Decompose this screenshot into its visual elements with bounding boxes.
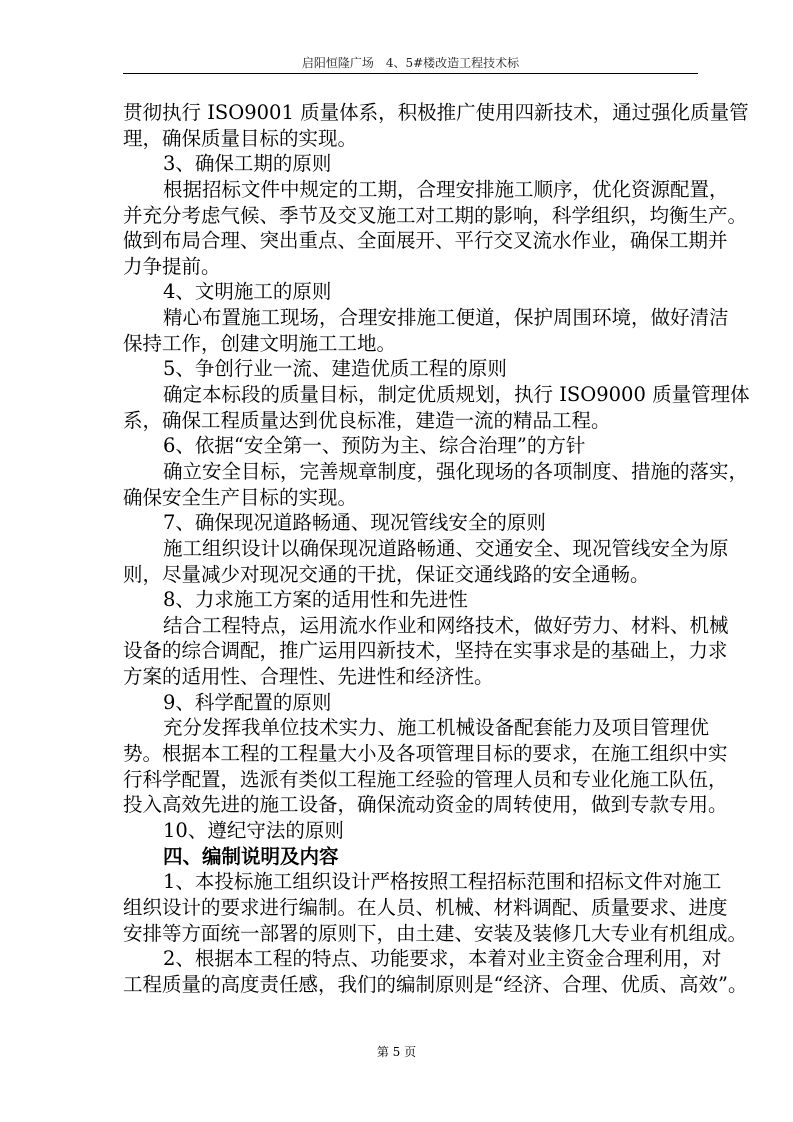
text-line: 1、本投标施工组织设计严格按照工程招标范围和招标文件对施工 [163, 870, 722, 894]
text-line: 3、确保工期的原则 [163, 152, 332, 176]
text-line: 施工组织设计以确保现况道路畅通、交通安全、现况管线安全为原 [163, 536, 729, 560]
text-line: 确定本标段的质量目标，制定优质规划，执行 ISO9000 质量管理体 [163, 383, 750, 407]
text-line: 4、文明施工的原则 [163, 280, 332, 304]
text-line: 则，尽量减少对现况交通的干扰，保证交通线路的安全通畅。 [123, 562, 650, 586]
text-line: 8、力求施工方案的适用性和先进性 [163, 588, 468, 612]
text-line: 行科学配置，选派有类似工程施工经验的管理人员和专业化施工队伍， [123, 767, 728, 791]
document-body [123, 100, 750, 997]
text-line: 做到布局合理、突出重点、全面展开、平行交叉流水作业，确保工期并 [123, 229, 728, 253]
text-line: 方案的适用性、合理性、先进性和经济性。 [123, 665, 494, 689]
text-line: 充分发挥我单位技术实力、施工机械设备配套能力及项目管理优 [163, 716, 710, 740]
text-line: 10、遵纪守法的原则 [163, 818, 344, 842]
text-line: 并充分考虑气候、季节及交叉施工对工期的影响，科学组织，均衡生产。 [123, 203, 748, 227]
page-number: 第 5 页 [376, 1045, 417, 1059]
text-line: 工程质量的高度责任感，我们的编制原则是“经济、合理、优质、高效”。 [123, 972, 748, 996]
text-line: 确保安全生产目标的实现。 [123, 485, 358, 509]
text-line: 5、争创行业一流、建造优质工程的原则 [163, 357, 507, 381]
text-line: 贯彻执行 ISO9001 质量体系，积极推广使用四新技术，通过强化质量管 [123, 101, 749, 124]
section-heading: 四、编制说明及内容 [163, 844, 339, 868]
text-line: 结合工程特点，运用流水作业和网络技术，做好劳力、材料、机械 [163, 613, 729, 637]
text-line: 设备的综合调配，推广运用四新技术，坚持在实事求是的基础上，力求 [123, 639, 728, 663]
text-line: 6、依据“安全第一、预防为主、综合治理”的方针 [163, 434, 586, 458]
header-divider [123, 73, 698, 74]
text-line: 安排等方面统一部署的原则下，由土建、安装及装修几大专业有机组成。 [123, 921, 748, 945]
text-line: 确立安全目标，完善规章制度，强化现场的各项制度、措施的落实， [163, 459, 749, 483]
page-header: 启阳恒隆广场 4、5#楼改造工程技术标 [301, 56, 520, 70]
text-line: 保持工作，创建文明施工工地。 [123, 331, 397, 355]
text-line: 理，确保质量目标的实现。 [123, 126, 358, 150]
text-line: 根据招标文件中规定的工期，合理安排施工顺序，优化资源配置， [163, 177, 729, 201]
text-line: 2、根据本工程的特点、功能要求，本着对业主资金合理利用，对 [163, 947, 722, 971]
text-line: 组织设计的要求进行编制。在人员、机械、材料调配、质量要求、进度 [123, 895, 728, 919]
text-line: 系，确保工程质量达到优良标准，建造一流的精品工程。 [123, 408, 611, 432]
text-line: 力争提前。 [123, 254, 221, 278]
text-line: 精心布置施工现场，合理安排施工便道，保护周围环境，做好清洁 [163, 306, 729, 330]
text-line: 7、确保现况道路畅通、现况管线安全的原则 [163, 511, 546, 535]
text-line: 势。根据本工程的工程量大小及各项管理目标的要求，在施工组织中实 [123, 742, 728, 766]
text-line: 投入高效先进的施工设备，确保流动资金的周转使用，做到专款专用。 [123, 793, 728, 817]
text-line: 9、科学配置的原则 [163, 690, 332, 714]
